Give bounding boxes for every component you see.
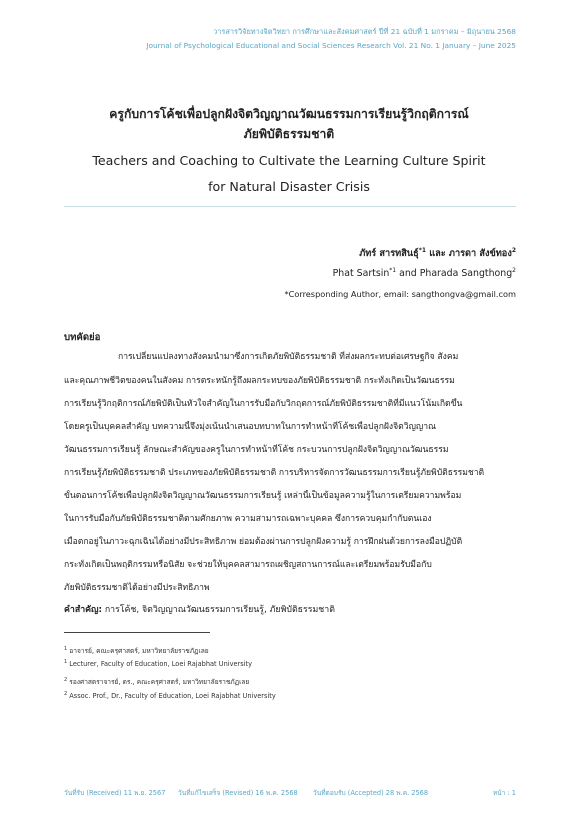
authors-english-and: and	[396, 268, 420, 279]
abstract-line: และคุณภาพชีวิตของคนในสังคม การตระหนักรู้ถึงผลกระทบของภัยพิบัติธรรมชาติ กระทั่งเกิดเป็นวัฒนธรรม	[64, 376, 455, 386]
footnote-text: Assoc. Prof., Dr., Faculty of Education, Loei Rajabhat University	[67, 692, 276, 700]
title-thai-line-2: ภัยพิบัติธรรมชาติ	[243, 127, 335, 141]
abstract-heading: บทคัดย่อ	[64, 332, 101, 343]
abstract-line: ภัยพิบัติธรรมชาติได้อย่างมีประสิทธิภาพ	[64, 583, 210, 593]
title-thai-line-1: ครูกับการโค้ชเพื่อปลูกฝังจิตวิญญาณวัฒนธรรมการเรียนรู้วิกฤติการณ์	[109, 107, 469, 121]
author-2-thai: ภารดา สังข์ทอง	[448, 248, 512, 259]
author-2-thai-mark: 2	[511, 246, 516, 254]
footnote-mark: 2	[64, 676, 68, 683]
abstract-line: กระทั่งเกิดเป็นพฤติกรรมหรือนิสัย จะช่วยให้บุคคลสามารถเผชิญสถานการณ์และเตรียมพร้อมรับมือกับ	[64, 560, 432, 570]
keywords	[64, 602, 335, 616]
footnote	[64, 660, 252, 668]
author-2-english-mark: 2	[512, 266, 516, 274]
title-english-line-2: for Natural Disaster Crisis	[208, 179, 370, 194]
footnote-mark: 2	[64, 690, 68, 697]
journal-header-thai: วารสารวิจัยทางจิตวิทยา การศึกษาและสังคมศาสตร์ ปีที่ 21 ฉบับที่ 1 มกราคม – มิถุนายน 2568	[213, 27, 516, 36]
footnote	[64, 676, 249, 687]
title-divider	[64, 206, 516, 207]
abstract-line: โดยครูเป็นบุคคลสำคัญ บทความนี้จึงมุ่งเน้นนำเสนอบทบาทในการทำหน้าที่โค้ชเพื่อปลูกฝังจิตวิญญาณ	[64, 422, 437, 432]
keywords-label: คำสำคัญ:	[64, 605, 103, 615]
abstract-line: การเรียนรู้ภัยพิบัติธรรมชาติ ประเภทของภัยพิบัติธรรมชาติ การบริหารจัดการวัฒนธรรมการเรียนรู้ภัยพิบัติธรรมชาติ	[64, 468, 485, 478]
abstract-line: เมื่อตกอยู่ในภาวะฉุกเฉินได้อย่างมีประสิทธิภาพ ย่อมต้องผ่านการปลูกฝังความรู้ การฝึกฝนด้วยการลงมือปฏิบัติ	[64, 537, 463, 547]
corresponding-author: *Corresponding Author, email: sangthongva@gmail.com	[284, 289, 516, 299]
authors-english	[333, 268, 516, 279]
authors-thai-and: และ	[426, 248, 449, 259]
footnote-divider	[64, 632, 210, 633]
author-1-thai: ภัทร์ สารทสินธุ์	[359, 248, 419, 259]
page-number: หน้า : 1	[492, 789, 516, 797]
footnote	[64, 692, 276, 700]
footnote-text: อาจารย์, คณะครุศาสตร์, มหาวิทยาลัยราชภัฏเลย	[67, 647, 209, 655]
author-1-english-mark: *1	[389, 266, 397, 274]
footnote-mark: 1	[64, 645, 68, 652]
footnote-text: รองศาสตราจารย์, ดร., คณะครุศาสตร์, มหาวิทยาลัยราชภัฏเลย	[67, 678, 250, 686]
keywords-text: การโค้ช, จิตวิญญาณวัฒนธรรมการเรียนรู้, ภัยพิบัติธรรมชาติ	[102, 605, 335, 615]
received-date: วันที่รับ (Received) 11 พ.ย. 2567	[64, 789, 166, 797]
authors-thai	[359, 246, 516, 261]
footnote-text: Lecturer, Faculty of Education, Loei Rajabhat University	[67, 660, 253, 668]
footnote-mark: 1	[64, 658, 68, 665]
abstract-line: วัฒนธรรมการเรียนรู้ ลักษณะสำคัญของครูในการทำหน้าที่โค้ช กระบวนการปลูกฝังจิตวิญญาณวัฒนธรรม	[64, 445, 449, 455]
author-1-english: Phat Sartsin	[332, 268, 390, 279]
title-english-line-1: Teachers and Coaching to Cultivate the Learning Culture Spirit	[92, 153, 486, 168]
revised-date: วันที่แก้ไขเสร็จ (Revised) 16 พ.ค. 2568	[178, 789, 298, 797]
author-1-thai-mark: *1	[418, 246, 426, 254]
journal-header-english: Journal of Psychological Educational and Social Sciences Research Vol. 21 No. 1 January – June 2025	[146, 41, 516, 50]
abstract-line: การเรียนรู้วิกฤติการณ์ภัยพิบัติเป็นหัวใจสำคัญในการรับมือกับวิกฤตการณ์ภัยพิบัติธรรมชาติที่มีแนวโน้มเกิดขึ้น	[64, 399, 463, 409]
abstract-line: การเปลี่ยนแปลงทางสังคมนำมาซึ่งการเกิดภัยพิบัติธรรมชาติ ที่ส่งผลกระทบต่อเศรษฐกิจ สังคม	[118, 352, 459, 362]
author-2-english: Pharada Sangthong	[419, 268, 513, 279]
abstract-line: ขั้นตอนการโค้ชเพื่อปลูกฝังจิตวิญญาณวัฒนธรรมการเรียนรู้ เหล่านี้เป็นข้อมูลความรู้ในการเตรียมความพร้อม	[64, 491, 462, 501]
abstract-line: ในการรับมือกับภัยพิบัติธรรมชาติตามศักยภาพ ความสามารถเฉพาะบุคคล ซึ่งการควบคุมกำกับตนเอง	[64, 514, 432, 524]
accepted-date: วันที่ตอบรับ (Accepted) 28 พ.ค. 2568	[313, 789, 429, 797]
footnote	[64, 645, 209, 656]
